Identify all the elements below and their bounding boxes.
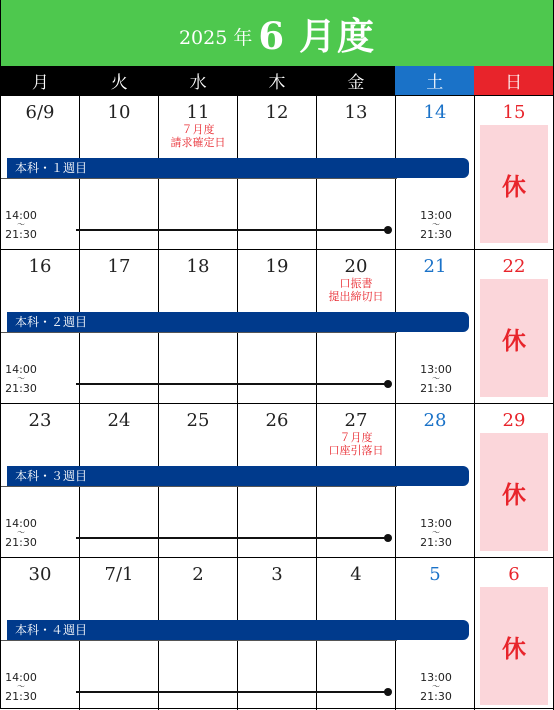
row-divider bbox=[1, 332, 397, 333]
course-week-banner[interactable]: 本科・２週目 bbox=[7, 312, 469, 332]
weekday-wed: 水 bbox=[159, 66, 238, 95]
day-cell[interactable] bbox=[475, 404, 554, 557]
day-cell[interactable] bbox=[475, 558, 554, 710]
day-number: 12 bbox=[265, 102, 289, 123]
weekday-time-range bbox=[1, 363, 41, 395]
schedule-line-end-dot bbox=[384, 380, 392, 388]
day-number: 26 bbox=[265, 410, 289, 431]
day-number: 30 bbox=[28, 564, 52, 585]
time-start: 14:00 bbox=[5, 517, 37, 530]
course-week-banner[interactable]: 本科・１週目 bbox=[7, 158, 469, 178]
time-start: 14:00 bbox=[5, 671, 37, 684]
day-number: 5 bbox=[429, 564, 441, 585]
day-number: 25 bbox=[186, 410, 210, 431]
deadline-note: ７月度 請求確定日 bbox=[170, 123, 226, 149]
time-tilde: 〜 bbox=[432, 528, 440, 537]
row-divider bbox=[1, 178, 397, 179]
day-number: 23 bbox=[28, 410, 52, 431]
deadline-note: 口振書 提出締切日 bbox=[328, 277, 384, 303]
day-number: 27 bbox=[344, 410, 368, 431]
day-number: 16 bbox=[28, 256, 52, 277]
weekday-thu: 木 bbox=[238, 66, 317, 95]
weekday-header-row bbox=[1, 66, 553, 96]
weekday-mon: 月 bbox=[1, 66, 80, 95]
header-month: 6 月度 bbox=[258, 14, 376, 58]
week-row bbox=[1, 96, 553, 250]
time-start: 13:00 bbox=[420, 363, 452, 376]
weekday-time-range bbox=[1, 517, 41, 549]
saturday-time-range bbox=[416, 363, 456, 395]
day-number: 19 bbox=[265, 256, 289, 277]
saturday-time-range bbox=[416, 517, 456, 549]
weekday-tue: 火 bbox=[80, 66, 159, 95]
weekday-sun: 日 bbox=[474, 66, 553, 95]
day-cell[interactable] bbox=[475, 96, 554, 249]
weeks-container bbox=[1, 96, 553, 710]
day-number: 20 bbox=[344, 256, 368, 277]
time-end: 21:30 bbox=[420, 228, 452, 241]
time-start: 14:00 bbox=[5, 209, 37, 222]
time-start: 13:00 bbox=[420, 671, 452, 684]
day-number: 17 bbox=[107, 256, 131, 277]
schedule-line-end-dot bbox=[384, 226, 392, 234]
saturday-time-range bbox=[416, 209, 456, 241]
day-number: 6/9 bbox=[25, 102, 55, 123]
time-tilde: 〜 bbox=[17, 220, 25, 229]
schedule-line-end-dot bbox=[384, 534, 392, 542]
schedule-line bbox=[76, 383, 386, 385]
day-number: 13 bbox=[344, 102, 368, 123]
day-number: 10 bbox=[107, 102, 131, 123]
saturday-time-range bbox=[416, 671, 456, 703]
time-end: 21:30 bbox=[420, 690, 452, 703]
time-tilde: 〜 bbox=[432, 682, 440, 691]
time-end: 21:30 bbox=[420, 536, 452, 549]
time-start: 14:00 bbox=[5, 363, 37, 376]
time-tilde: 〜 bbox=[432, 220, 440, 229]
course-week-banner[interactable]: 本科・３週目 bbox=[7, 466, 469, 486]
holiday-badge: 休 bbox=[480, 433, 548, 551]
time-tilde: 〜 bbox=[17, 528, 25, 537]
day-number: 6 bbox=[508, 564, 520, 585]
holiday-badge: 休 bbox=[480, 125, 548, 243]
day-number: 22 bbox=[502, 256, 526, 277]
header-year: 2025 年 bbox=[178, 26, 253, 49]
deadline-note: ７月度 口座引落日 bbox=[328, 431, 384, 457]
day-number: 14 bbox=[423, 102, 447, 123]
day-number: 4 bbox=[350, 564, 362, 585]
time-start: 13:00 bbox=[420, 209, 452, 222]
weekday-fri: 金 bbox=[316, 66, 395, 95]
day-number: 2 bbox=[192, 564, 204, 585]
weekday-sat: 土 bbox=[395, 66, 474, 95]
course-week-banner[interactable]: 本科・４週目 bbox=[7, 620, 469, 640]
time-end: 21:30 bbox=[5, 536, 37, 549]
day-number: 15 bbox=[502, 102, 526, 123]
schedule-line bbox=[76, 229, 386, 231]
row-divider bbox=[1, 486, 397, 487]
weekday-time-range bbox=[1, 209, 41, 241]
day-cell[interactable] bbox=[475, 250, 554, 403]
day-number: 21 bbox=[423, 256, 447, 277]
time-tilde: 〜 bbox=[17, 374, 25, 383]
day-number: 18 bbox=[186, 256, 210, 277]
schedule-line bbox=[76, 691, 386, 693]
day-number: 24 bbox=[107, 410, 131, 431]
weekday-time-range bbox=[1, 671, 41, 703]
week-row bbox=[1, 250, 553, 404]
day-number: 29 bbox=[502, 410, 526, 431]
time-tilde: 〜 bbox=[432, 374, 440, 383]
schedule-line bbox=[76, 537, 386, 539]
time-end: 21:30 bbox=[5, 382, 37, 395]
schedule-line-end-dot bbox=[384, 688, 392, 696]
time-start: 13:00 bbox=[420, 517, 452, 530]
holiday-badge: 休 bbox=[480, 587, 548, 705]
time-end: 21:30 bbox=[5, 690, 37, 703]
time-tilde: 〜 bbox=[17, 682, 25, 691]
time-end: 21:30 bbox=[5, 228, 37, 241]
calendar-header bbox=[1, 0, 553, 66]
row-divider bbox=[1, 640, 397, 641]
time-end: 21:30 bbox=[420, 382, 452, 395]
week-row bbox=[1, 404, 553, 558]
week-row bbox=[1, 558, 553, 710]
day-number: 11 bbox=[186, 102, 210, 123]
day-number: 3 bbox=[271, 564, 283, 585]
day-number: 7/1 bbox=[104, 564, 134, 585]
day-number: 28 bbox=[423, 410, 447, 431]
holiday-badge: 休 bbox=[480, 279, 548, 397]
